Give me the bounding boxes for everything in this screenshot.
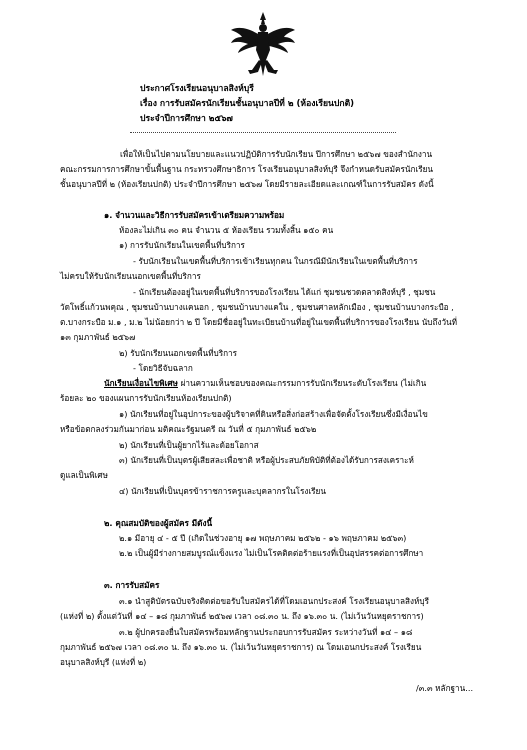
special-condition-line-1: [104, 378, 426, 389]
special-item-3-line-1: ๓) นักเรียนที่เป็นบุตรผู้เสียสละเพื่อชาติ หรือผู้ประสบภัยพิบัติที่ต้องได้รับการสงเคราะห์: [119, 455, 414, 465]
intro-line-1: เพื่อให้เป็นไปตามนโยบายและแนวปฏิบัติการรับนักเรียน ปีการศึกษา ๒๕๖๗ ของสำนักงาน: [120, 149, 433, 159]
application-3-1-line-1: ๓.๑ นำสูติบัตรฉบับจริงติดต่อขอรับใบสมัครได้ที่โดมเอนกประสงค์ โรงเรียนอนุบาลสิงห์บุรี: [119, 596, 430, 606]
item-1-b-line-3: ต.บางกระบือ ม.๑ , ม.๒ ไม่น้อยกว่า ๒ ปี โดยมีชื่ออยู่ในทะเบียนบ้านที่อยู่ในเขตพื้นที่บริการของโรงเรียน นับถึงวันที่: [60, 317, 458, 327]
item-1-title: ๑) การรับนักเรียนในเขตพื้นที่บริการ: [119, 240, 245, 250]
special-item-1-line-1: ๑) นักเรียนที่อยู่ในอุปการะของผู้บริจาคที่ดินหรือสิ่งก่อสร้างเพื่อจัดตั้งโรงเรียนซึ่งมีเงื่อนไข: [119, 409, 428, 419]
application-3-1-line-2: (แห่งที่ ๒) ตั้งแต่วันที่ ๑๔ – ๑๘ กุมภาพันธ์ ๒๕๖๗ เวลา ๐๘.๓๐ น. ถึง ๑๖.๓๐ น. (ไม่เว้นวันหยุดราชการ): [60, 611, 424, 621]
notice-title: ประกาศโรงเรียนอนุบาลสิงห์บุรี: [140, 84, 254, 94]
special-condition-label: นักเรียนเงื่อนไขพิเศษ: [104, 378, 178, 388]
intro-line-3: ชั้นอนุบาลปีที่ ๒ (ห้องเรียนปกติ) ประจำปีการศึกษา ๒๕๖๗ โดยมีรายละเอียดและเกณฑ์ในการรับสมัคร ดังนี้: [60, 179, 434, 189]
item-2-title: ๒) รับนักเรียนนอกเขตพื้นที่บริการ: [119, 348, 238, 358]
item-1-a-line-1: - รับนักเรียนในเขตพื้นที่บริการเข้าเรียนทุกคน ในกรณีมีนักเรียนในเขตพื้นที่บริการ: [133, 256, 418, 266]
application-3-2-line-1: ๓.๒ ผู้ปกครองยื่นใบสมัครพร้อมหลักฐานประกอบการรับสมัคร ระหว่างวันที่ ๑๔ – ๑๘: [119, 627, 413, 637]
capacity-text: ห้องละไม่เกิน ๓๐ คน จำนวน ๕ ห้องเรียน รวมทั้งสิ้น ๑๕๐ คน: [119, 225, 334, 235]
continued-marker: /๓.๓ หลักฐาน...: [416, 683, 474, 693]
qualification-2-2: ๒.๒ เป็นผู้มีร่างกายสมบูรณ์แข็งแรง ไม่เป็นโรคติดต่อร้ายแรงที่เป็นอุปสรรคต่อการศึกษา: [119, 548, 424, 558]
garuda-emblem-icon: [228, 10, 298, 78]
intro-line-2: คณะกรรมการการศึกษาขั้นพื้นฐาน กระทรวงศึกษาธิการ โรงเรียนอนุบาลสิงห์บุรี จึงกำหนดรับสมัครนักเรียน: [60, 164, 433, 174]
application-3-2-line-2: กุมภาพันธ์ ๒๕๖๗ เวลา ๐๘.๓๐ น. ถึง ๑๖.๓๐ น. (ไม่เว้นวันหยุดราชการ) ณ โดมเอนกประสงค์ โรงเรียน: [60, 642, 422, 652]
item-1-b-line-1: - นักเรียนต้องอยู่ในเขตพื้นที่บริการของโรงเรียน ได้แก่ ชุมชนชวดตลาดสิงห์บุรี , ชุมชน: [133, 287, 436, 297]
notice-subject: เรื่อง การรับสมัครนักเรียนชั้นอนุบาลปีที่ ๒ (ห้องเรียนปกติ): [140, 99, 355, 109]
section-3-heading: ๓. การรับสมัคร: [104, 580, 160, 590]
special-condition-line-2: ร้อยละ ๒๐ ของแผนการรับนักเรียนห้องเรียนปกติ): [60, 393, 232, 403]
item-2-a: - โดยวิธีจับฉลาก: [133, 363, 193, 373]
notice-academic-year: ประจำปีการศึกษา ๒๕๖๗: [140, 114, 233, 124]
header-divider: [130, 132, 396, 133]
item-1-a-line-2: ไม่ครบให้รับนักเรียนนอกเขตพื้นที่บริการ: [60, 271, 201, 281]
qualification-2-1: ๒.๑ มีอายุ ๔ - ๕ ปี (เกิดในช่วงอายุ ๑๗ พฤษภาคม ๒๕๖๒ - ๑๖ พฤษภาคม ๒๕๖๓): [119, 533, 407, 543]
application-3-2-line-3: อนุบาลสิงห์บุรี (แห่งที่ ๒): [60, 657, 147, 667]
section-2-heading: ๒. คุณสมบัติของผู้สมัคร มีดังนี้: [104, 518, 213, 528]
item-1-b-line-4: ๑๓ กุมภาพันธ์ ๒๕๖๗: [60, 332, 136, 342]
section-1-heading: ๑. จำนวนและวิธีการรับสมัครเข้าเตรียมความพร้อม: [104, 210, 285, 220]
special-condition-text: ผ่านความเห็นชอบของคณะกรรมการรับนักเรียนระดับโรงเรียน (ไม่เกิน: [177, 378, 427, 388]
special-item-2: ๒) นักเรียนที่เป็นผู้ยากไร้และด้อยโอกาส: [119, 440, 259, 450]
special-item-1-line-2: หรือข้อตกลงร่วมกันมาก่อน มติคณะรัฐมนตรี ณ วันที่ ๕ กุมภาพันธ์ ๒๕๖๒: [60, 424, 317, 434]
item-1-b-line-2: วัดโพธิ์แก้วนพคุณ , ชุมชนบ้านบางแคนอก , ชุมชนบ้านบางแคใน , ชุมชนศาลหลักเมือง , ชุมชนบ้านบางกระบือ ,: [60, 302, 454, 312]
special-item-4: ๔) นักเรียนที่เป็นบุตรข้าราชการครูและบุคลากรในโรงเรียน: [119, 486, 326, 496]
special-item-3-line-2: ดูแลเป็นพิเศษ: [60, 470, 108, 480]
